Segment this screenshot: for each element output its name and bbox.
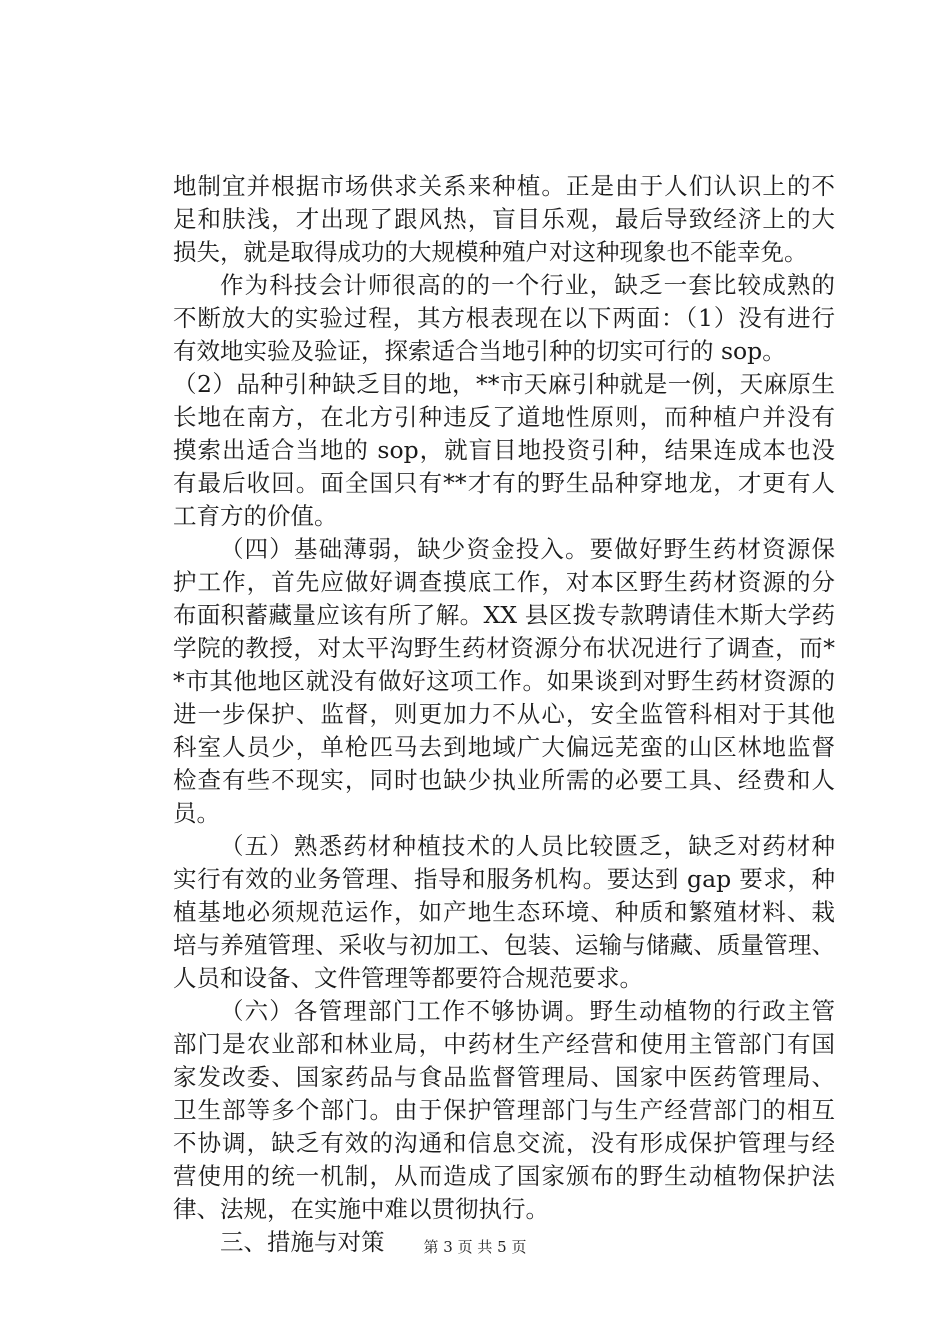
text-line: 护工作，首先应做好调查摸底工作，对本区野生药材资源的分 [173, 568, 835, 596]
text-line: 损失，就是取得成功的大规模种殖户对这种现象也不能幸免。 [173, 238, 808, 266]
text-line: 进一步保护、监督，则更加力不从心，安全监管科相对于其他 [173, 700, 835, 728]
text-line: 检查有些不现实，同时也缺少执业所需的必要工具、经费和人 [173, 766, 835, 794]
text-line: 不协调，缺乏有效的沟通和信息交流，没有形成保护管理与经 [173, 1129, 835, 1157]
section-heading-line: （四）基础薄弱，缺少资金投入。要做好野生药材资源保 [220, 535, 835, 563]
text-line: 学院的教授，对太平沟野生药材资源分布状况进行了调查，而* [173, 634, 835, 662]
text-line: 有效地实验及验证，探索适合当地引种的切实可行的 sop。 [173, 337, 786, 365]
text-line: 长地在南方，在北方引种违反了道地性原则，而种植户并没有 [173, 403, 835, 431]
text-line: 科室人员少，单枪匹马去到地域广大偏远芜蛮的山区林地监督 [173, 733, 835, 761]
text-line: 摸索出适合当地的 sop，就盲目地投资引种，结果连成本也没 [173, 436, 835, 464]
section-heading-line: （五）熟悉药材种植技术的人员比较匮乏，缺乏对药材种 [220, 832, 835, 860]
text-line: 工育方的价值。 [173, 502, 338, 530]
text-line: （2）品种引种缺乏目的地，**市天麻引种就是一例，天麻原生 [173, 370, 835, 398]
paragraph-start-line: 作为科技会计师很高的的一个行业，缺乏一套比较成熟的 [220, 271, 835, 299]
text-line: 律、法规，在实施中难以贯彻执行。 [173, 1195, 549, 1223]
text-line: 植基地必须规范运作，如产地生态环境、种质和繁殖材料、栽 [173, 898, 835, 926]
text-line: 实行有效的业务管理、指导和服务机构。要达到 gap 要求，种 [173, 865, 835, 893]
text-line: 布面积蓄藏量应该有所了解。XX 县区拨专款聘请佳木斯大学药 [173, 601, 835, 629]
text-line: 培与养殖管理、采收与初加工、包装、运输与储藏、质量管理、 [173, 931, 835, 959]
text-line: 部门是农业部和林业局，中药材生产经营和使用主管部门有国 [173, 1030, 835, 1058]
text-line: 员。 [173, 799, 220, 827]
text-line: 地制宜并根据市场供求关系来种植。正是由于人们认识上的不 [173, 172, 835, 200]
text-line: 有最后收回。面全国只有**才有的野生品种穿地龙，才更有人 [173, 469, 835, 497]
text-line: *市其他地区就没有做好这项工作。如果谈到对野生药材资源的 [173, 667, 835, 695]
text-line: 人员和设备、文件管理等都要符合规范要求。 [173, 964, 643, 992]
section-heading-line: （六）各管理部门工作不够协调。野生动植物的行政主管 [220, 997, 835, 1025]
text-line: 营使用的统一机制，从而造成了国家颁布的野生动植物保护法 [173, 1162, 835, 1190]
document-body [173, 170, 835, 1259]
text-line: 卫生部等多个部门。由于保护管理部门与生产经营部门的相互 [173, 1096, 835, 1124]
text-line: 不断放大的实验过程，其方根表现在以下两面：（1）没有进行 [173, 304, 835, 332]
text-line: 家发改委、国家药品与食品监督管理局、国家中医药管理局、 [173, 1063, 835, 1091]
chapter-heading-line: 三、措施与对策 [220, 1228, 385, 1256]
text-line: 足和肤浅，才出现了跟风热，盲目乐观，最后导致经济上的大 [173, 205, 835, 233]
page-number-footer: 第 3 页 共 5 页 [423, 1238, 527, 1256]
